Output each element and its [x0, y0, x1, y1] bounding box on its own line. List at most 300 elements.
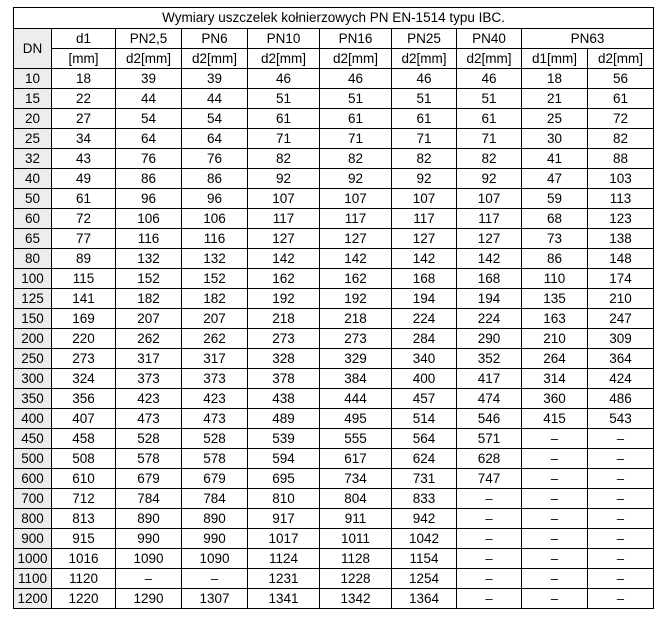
dn-cell: 150 — [14, 309, 52, 329]
table-cell: 1307 — [182, 589, 248, 609]
table-cell: 528 — [116, 429, 182, 449]
table-cell: – — [588, 469, 654, 489]
table-row — [14, 429, 654, 449]
table-cell: 1290 — [116, 589, 182, 609]
subheader-unit-0: [mm] — [52, 49, 116, 69]
table-cell: 784 — [182, 489, 248, 509]
table-cell: 378 — [248, 369, 320, 389]
table-cell: 415 — [522, 409, 588, 429]
table-cell: 340 — [392, 349, 457, 369]
table-cell: 747 — [457, 469, 522, 489]
table-cell: 61 — [52, 189, 116, 209]
table-cell: 127 — [320, 229, 392, 249]
table-cell: 407 — [52, 409, 116, 429]
table-cell: 1341 — [248, 589, 320, 609]
gasket-dimensions-table — [13, 7, 654, 609]
table-row — [14, 329, 654, 349]
table-cell: 127 — [392, 229, 457, 249]
table-cell: 68 — [522, 209, 588, 229]
table-cell: 162 — [248, 269, 320, 289]
table-cell: 27 — [52, 109, 116, 129]
table-cell: 39 — [182, 69, 248, 89]
table-cell: 571 — [457, 429, 522, 449]
table-cell: 1220 — [52, 589, 116, 609]
table-cell: 127 — [457, 229, 522, 249]
table-cell: 695 — [248, 469, 320, 489]
table-cell: 110 — [522, 269, 588, 289]
dn-cell: 50 — [14, 189, 52, 209]
table-cell: – — [457, 589, 522, 609]
table-cell: 942 — [392, 509, 457, 529]
table-cell: 49 — [52, 169, 116, 189]
table-title: Wymiary uszczelek kołnierzowych PN EN-1514 typu IBC. — [14, 8, 654, 29]
table-cell: 123 — [588, 209, 654, 229]
subheader-unit-6: d2[mm] — [457, 49, 522, 69]
table-cell: 679 — [182, 469, 248, 489]
table-cell: 96 — [182, 189, 248, 209]
table-cell: 810 — [248, 489, 320, 509]
table-cell: 1364 — [392, 589, 457, 609]
table-row — [14, 269, 654, 289]
table-cell: 218 — [248, 309, 320, 329]
table-cell: 890 — [116, 509, 182, 529]
table-row — [14, 249, 654, 269]
table-cell: 71 — [248, 129, 320, 149]
table-cell: 76 — [182, 149, 248, 169]
table-cell: 423 — [182, 389, 248, 409]
table-cell: 317 — [182, 349, 248, 369]
table-row — [14, 69, 654, 89]
table-cell: – — [588, 489, 654, 509]
table-cell: 911 — [320, 509, 392, 529]
table-cell: 473 — [116, 409, 182, 429]
dn-cell: 1200 — [14, 589, 52, 609]
table-cell: 77 — [52, 229, 116, 249]
table-cell: 329 — [320, 349, 392, 369]
table-cell: 1228 — [320, 569, 392, 589]
table-cell: 25 — [522, 109, 588, 129]
table-cell: 194 — [392, 289, 457, 309]
table-cell: 290 — [457, 329, 522, 349]
table-cell: 71 — [320, 129, 392, 149]
table-cell: 152 — [116, 269, 182, 289]
table-cell: 56 — [588, 69, 654, 89]
dn-cell: 1000 — [14, 549, 52, 569]
table-cell: 1090 — [116, 549, 182, 569]
table-cell: 142 — [320, 249, 392, 269]
table-cell: 712 — [52, 489, 116, 509]
table-cell: – — [522, 429, 588, 449]
table-cell: 107 — [320, 189, 392, 209]
table-cell: 39 — [116, 69, 182, 89]
table-cell: 309 — [588, 329, 654, 349]
table-cell: 41 — [522, 149, 588, 169]
table-cell: 1128 — [320, 549, 392, 569]
table-cell: 444 — [320, 389, 392, 409]
header-pn6: PN6 — [182, 29, 248, 49]
table-cell: 594 — [248, 449, 320, 469]
table-cell: 915 — [52, 529, 116, 549]
table-cell: 18 — [522, 69, 588, 89]
table-row — [14, 309, 654, 329]
table-cell: – — [522, 469, 588, 489]
table-cell: 734 — [320, 469, 392, 489]
table-cell: 34 — [52, 129, 116, 149]
table-cell: 82 — [588, 129, 654, 149]
table-cell: 51 — [392, 89, 457, 109]
table-cell: 162 — [320, 269, 392, 289]
table-row — [14, 409, 654, 429]
table-cell: 115 — [52, 269, 116, 289]
table-cell: 813 — [52, 509, 116, 529]
table-cell: 617 — [320, 449, 392, 469]
table-cell: 51 — [248, 89, 320, 109]
table-cell: 564 — [392, 429, 457, 449]
subheader-unit-4: d2[mm] — [320, 49, 392, 69]
dn-cell: 250 — [14, 349, 52, 369]
table-cell: 82 — [248, 149, 320, 169]
subheader-unit-3: d2[mm] — [248, 49, 320, 69]
table-cell: 61 — [248, 109, 320, 129]
table-cell: 1016 — [52, 549, 116, 569]
table-cell: 61 — [320, 109, 392, 129]
table-cell: 82 — [320, 149, 392, 169]
table-cell: 417 — [457, 369, 522, 389]
table-row — [14, 369, 654, 389]
table-cell: 495 — [320, 409, 392, 429]
table-wrapper — [13, 7, 653, 609]
table-cell: 117 — [320, 209, 392, 229]
table-cell: 169 — [52, 309, 116, 329]
table-cell: 262 — [116, 329, 182, 349]
table-cell: – — [522, 529, 588, 549]
table-row — [14, 509, 654, 529]
table-cell: – — [457, 529, 522, 549]
table-cell: 1154 — [392, 549, 457, 569]
table-cell: 210 — [588, 289, 654, 309]
table-row — [14, 229, 654, 249]
table-cell: 44 — [116, 89, 182, 109]
table-cell: – — [588, 589, 654, 609]
table-cell: 168 — [457, 269, 522, 289]
header-pn63: PN63 — [522, 29, 654, 49]
table-cell: 61 — [392, 109, 457, 129]
dn-cell: 700 — [14, 489, 52, 509]
dn-cell: 15 — [14, 89, 52, 109]
table-cell: 51 — [457, 89, 522, 109]
table-cell: 182 — [116, 289, 182, 309]
table-cell: 1090 — [182, 549, 248, 569]
table-cell: 194 — [457, 289, 522, 309]
table-cell: 555 — [320, 429, 392, 449]
table-cell: 264 — [522, 349, 588, 369]
table-cell: 106 — [182, 209, 248, 229]
table-cell: 43 — [52, 149, 116, 169]
table-cell: 46 — [320, 69, 392, 89]
table-cell: 1124 — [248, 549, 320, 569]
table-cell: 22 — [52, 89, 116, 109]
table-cell: 107 — [392, 189, 457, 209]
table-cell: – — [588, 569, 654, 589]
table-row — [14, 209, 654, 229]
table-cell: 364 — [588, 349, 654, 369]
header-d1: d1 — [52, 29, 116, 49]
table-cell: 508 — [52, 449, 116, 469]
table-cell: 833 — [392, 489, 457, 509]
table-cell: 328 — [248, 349, 320, 369]
table-cell: 1042 — [392, 529, 457, 549]
table-cell: 30 — [522, 129, 588, 149]
table-cell: – — [588, 509, 654, 529]
subheader-unit-7: d1[mm] — [522, 49, 588, 69]
table-cell: 92 — [392, 169, 457, 189]
table-cell: 731 — [392, 469, 457, 489]
table-cell: 86 — [182, 169, 248, 189]
table-row — [14, 449, 654, 469]
table-cell: 784 — [116, 489, 182, 509]
table-cell: 384 — [320, 369, 392, 389]
table-row — [14, 489, 654, 509]
table-cell: 51 — [320, 89, 392, 109]
table-cell: 210 — [522, 329, 588, 349]
table-cell: 514 — [392, 409, 457, 429]
table-cell: 324 — [52, 369, 116, 389]
table-row — [14, 529, 654, 549]
table-cell: 628 — [457, 449, 522, 469]
table-cell: 61 — [457, 109, 522, 129]
table-cell: 990 — [182, 529, 248, 549]
table-cell: 207 — [116, 309, 182, 329]
dn-cell: 900 — [14, 529, 52, 549]
table-cell: 546 — [457, 409, 522, 429]
dn-cell: 350 — [14, 389, 52, 409]
table-cell: 54 — [182, 109, 248, 129]
dn-cell: 200 — [14, 329, 52, 349]
table-cell: 86 — [522, 249, 588, 269]
table-cell: 356 — [52, 389, 116, 409]
table-row — [14, 349, 654, 369]
table-row — [14, 129, 654, 149]
table-cell: 610 — [52, 469, 116, 489]
table-cell: 220 — [52, 329, 116, 349]
table-cell: 224 — [392, 309, 457, 329]
table-cell: 89 — [52, 249, 116, 269]
table-cell: 47 — [522, 169, 588, 189]
table-cell: 46 — [392, 69, 457, 89]
table-cell: – — [522, 589, 588, 609]
table-cell: – — [522, 509, 588, 529]
dn-cell: 1100 — [14, 569, 52, 589]
table-cell: 106 — [116, 209, 182, 229]
header-pn10: PN10 — [248, 29, 320, 49]
table-cell: – — [522, 569, 588, 589]
table-cell: 423 — [116, 389, 182, 409]
table-row — [14, 389, 654, 409]
table-cell: – — [457, 549, 522, 569]
table-cell: 116 — [182, 229, 248, 249]
table-cell: 141 — [52, 289, 116, 309]
subheader-unit-5: d2[mm] — [392, 49, 457, 69]
table-cell: 486 — [588, 389, 654, 409]
table-cell: 44 — [182, 89, 248, 109]
table-cell: 1231 — [248, 569, 320, 589]
table-cell: – — [588, 449, 654, 469]
table-cell: 489 — [248, 409, 320, 429]
table-row — [14, 89, 654, 109]
dn-cell: 300 — [14, 369, 52, 389]
table-cell: 82 — [392, 149, 457, 169]
table-cell: 92 — [457, 169, 522, 189]
table-cell: 73 — [522, 229, 588, 249]
table-cell: 284 — [392, 329, 457, 349]
dn-cell: 32 — [14, 149, 52, 169]
table-cell: 148 — [588, 249, 654, 269]
table-cell: 273 — [52, 349, 116, 369]
table-cell: – — [522, 549, 588, 569]
dn-cell: 600 — [14, 469, 52, 489]
dn-cell: 25 — [14, 129, 52, 149]
table-cell: 117 — [457, 209, 522, 229]
table-cell: 578 — [182, 449, 248, 469]
table-body — [14, 69, 654, 609]
table-cell: 71 — [392, 129, 457, 149]
table-row — [14, 589, 654, 609]
table-cell: – — [588, 429, 654, 449]
dn-cell: 40 — [14, 169, 52, 189]
dn-cell: 65 — [14, 229, 52, 249]
table-cell: 1120 — [52, 569, 116, 589]
table-cell: 192 — [320, 289, 392, 309]
table-cell: – — [116, 569, 182, 589]
table-cell: 117 — [248, 209, 320, 229]
table-cell: – — [522, 489, 588, 509]
table-row — [14, 289, 654, 309]
table-cell: 314 — [522, 369, 588, 389]
table-cell: – — [588, 529, 654, 549]
table-row — [14, 169, 654, 189]
subheader-unit-8: d2[mm] — [588, 49, 654, 69]
table-cell: 46 — [248, 69, 320, 89]
table-row — [14, 189, 654, 209]
table-cell: – — [457, 569, 522, 589]
table-cell: 76 — [116, 149, 182, 169]
table-cell: 18 — [52, 69, 116, 89]
table-cell: 127 — [248, 229, 320, 249]
table-row — [14, 549, 654, 569]
table-cell: 273 — [248, 329, 320, 349]
table-cell: 103 — [588, 169, 654, 189]
table-cell: 578 — [116, 449, 182, 469]
table-cell: 224 — [457, 309, 522, 329]
table-cell: 457 — [392, 389, 457, 409]
table-cell: 142 — [248, 249, 320, 269]
subheader-unit-2: d2[mm] — [182, 49, 248, 69]
table-cell: 88 — [588, 149, 654, 169]
table-cell: 990 — [116, 529, 182, 549]
table-cell: 82 — [457, 149, 522, 169]
table-cell: 182 — [182, 289, 248, 309]
table-cell: – — [457, 509, 522, 529]
table-cell: 917 — [248, 509, 320, 529]
table-cell: 262 — [182, 329, 248, 349]
table-cell: 192 — [248, 289, 320, 309]
table-cell: 1017 — [248, 529, 320, 549]
table-cell: 21 — [522, 89, 588, 109]
dn-cell: 800 — [14, 509, 52, 529]
table-cell: 207 — [182, 309, 248, 329]
table-row — [14, 469, 654, 489]
table-cell: 163 — [522, 309, 588, 329]
dn-column-header: DN — [14, 29, 52, 69]
table-cell: – — [457, 489, 522, 509]
dn-cell: 10 — [14, 69, 52, 89]
table-cell: 152 — [182, 269, 248, 289]
table-cell: 352 — [457, 349, 522, 369]
table-cell: 273 — [320, 329, 392, 349]
table-cell: 46 — [457, 69, 522, 89]
table-cell: 72 — [52, 209, 116, 229]
table-cell: 113 — [588, 189, 654, 209]
table-cell: 59 — [522, 189, 588, 209]
table-cell: 373 — [116, 369, 182, 389]
table-cell: 117 — [392, 209, 457, 229]
table-cell: 142 — [457, 249, 522, 269]
table-cell: 142 — [392, 249, 457, 269]
table-cell: 92 — [248, 169, 320, 189]
table-cell: 86 — [116, 169, 182, 189]
table-cell: 890 — [182, 509, 248, 529]
table-cell: 168 — [392, 269, 457, 289]
table-cell: 528 — [182, 429, 248, 449]
table-cell: 132 — [182, 249, 248, 269]
header-pn40: PN40 — [457, 29, 522, 49]
dn-cell: 125 — [14, 289, 52, 309]
table-cell: 679 — [116, 469, 182, 489]
dn-cell: 60 — [14, 209, 52, 229]
table-cell: 438 — [248, 389, 320, 409]
table-cell: 247 — [588, 309, 654, 329]
table-cell: 72 — [588, 109, 654, 129]
table-cell: 174 — [588, 269, 654, 289]
table-cell: 424 — [588, 369, 654, 389]
table-cell: 474 — [457, 389, 522, 409]
header-pn25: PN25 — [392, 29, 457, 49]
table-row — [14, 109, 654, 129]
table-cell: 64 — [116, 129, 182, 149]
table-cell: 71 — [457, 129, 522, 149]
table-cell: 543 — [588, 409, 654, 429]
header-pn2-5: PN2,5 — [116, 29, 182, 49]
dn-cell: 100 — [14, 269, 52, 289]
table-cell: 138 — [588, 229, 654, 249]
dn-cell: 20 — [14, 109, 52, 129]
table-cell: 458 — [52, 429, 116, 449]
table-cell: 92 — [320, 169, 392, 189]
table-cell: 1011 — [320, 529, 392, 549]
table-cell: – — [588, 549, 654, 569]
table-cell: 116 — [116, 229, 182, 249]
table-cell: 539 — [248, 429, 320, 449]
table-cell: 473 — [182, 409, 248, 429]
table-cell: 61 — [588, 89, 654, 109]
table-cell: 54 — [116, 109, 182, 129]
table-cell: 132 — [116, 249, 182, 269]
table-cell: 107 — [248, 189, 320, 209]
table-cell: 218 — [320, 309, 392, 329]
table-cell: 1254 — [392, 569, 457, 589]
table-cell: – — [522, 449, 588, 469]
table-row — [14, 569, 654, 589]
